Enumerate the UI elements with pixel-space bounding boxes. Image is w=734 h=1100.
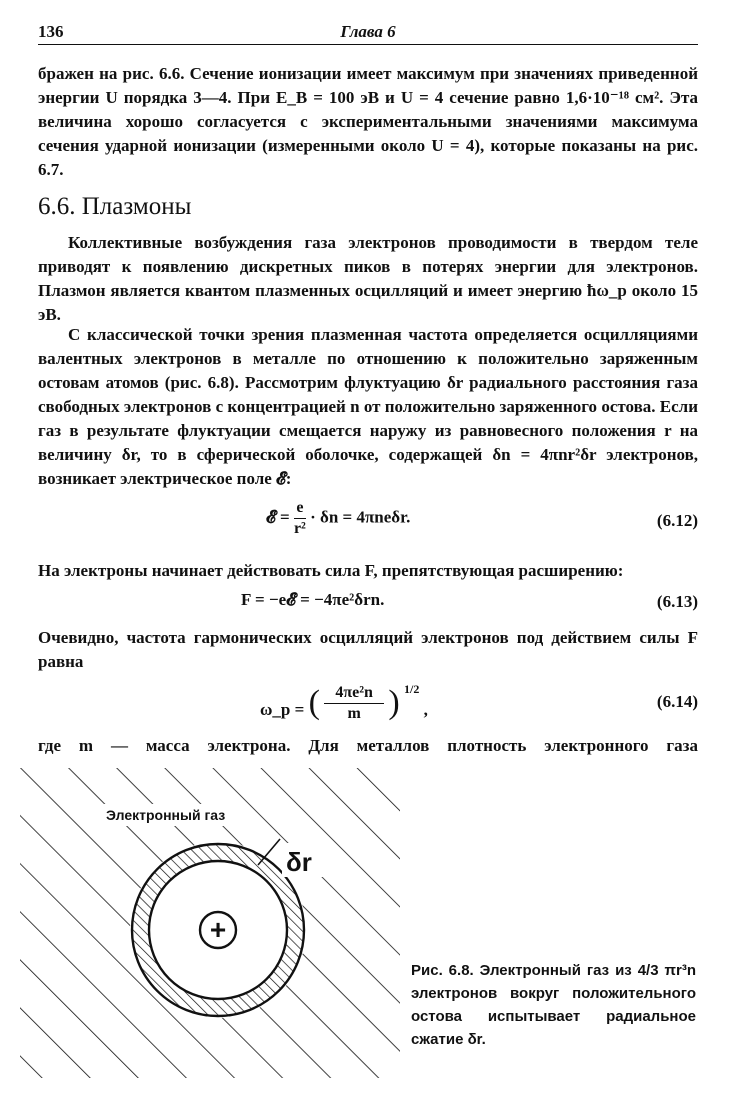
eq612-lhs: 𝓔 = [266, 507, 290, 527]
eq612-rhs: · δn = 4πneδr. [310, 507, 411, 527]
page-header [38, 20, 698, 45]
eq612-fraction [294, 499, 306, 538]
plus-sign: + [209, 914, 227, 945]
equation-6-12 [38, 499, 698, 537]
paragraph-classical-view: С классической точки зрения плазменная частота определяется осцилляциями валентных электронов в металле по отношению к положительно заряженным остовам атомов (рис. 6.8). Рассмотрим флуктуацию δr радиального расстояния газа свободных электронов с концентрацией n от положительно заряженного остова. Если газ в результате флуктуации смещается наружу из равновесного положения r на величину δr, то в сферической оболочке, содержащей δn = 4πnr²δr электронов, возникает электрическое поле 𝓔: [38, 325, 698, 488]
section-title: 6.6. Плазмоны [38, 193, 192, 220]
paragraph-frequency: Очевидно, частота гармонических осцилляций электронов под действием силы F равна [38, 628, 698, 671]
eq614-numerator: 4πe²n [335, 683, 373, 701]
paragraph-force: На электроны начинает действовать сила F, препятствующая расширению: [38, 561, 624, 580]
eq613-body: F = −e𝓔 = −4πe²δrn. [241, 590, 385, 609]
equation-6-13 [38, 586, 698, 616]
page-number: 136 [38, 22, 64, 41]
figure-diagram [20, 768, 400, 1078]
eq613-number: (6.13) [656, 592, 698, 611]
electron-gas-label: Электронный газ [106, 807, 226, 823]
eq614-lhs: ω_p = [260, 700, 305, 719]
continuation-paragraph: бражен на рис. 6.6. Сечение ионизации имеет максимум при значениях приведенной энергии U порядка 3—4. При E_B = 100 эВ и U = 4 сечение равно 1,6·10⁻¹⁸ см². Эта величина хорошо согласуется с экспериментальными значениями максимума сечения ударной ионизации (измеренными около U = 4), которые показаны на рис. 6.7. [38, 64, 698, 179]
eq612-numerator: e [296, 499, 304, 516]
equation-6-14: ω_p = ( $\frac{\text{4πe²n}}{m}$ ) $^{1/2}$ , (6.14) [260, 682, 698, 722]
eq614-power: 1/2 [403, 682, 420, 696]
figure-caption: Рис. 6.8. Электронный газ из 4/3 πr³n электронов вокруг положительного остова испытывает радиальное сжатие δr. [411, 962, 696, 1048]
delta-r-label: δr [286, 847, 312, 877]
eq614-number: (6.14) [656, 692, 698, 711]
running-head: Глава 6 [340, 22, 396, 41]
eq612-denominator: r² [293, 520, 306, 537]
eq614-fraction [324, 684, 384, 723]
eq612-number: (6.12) [656, 511, 698, 530]
paragraph-plasmons-intro: Коллективные возбуждения газа электронов проводимости в твердом теле приводят к появлению дискретных пиков в потерях энергии для электронов. Плазмон является квантом плазменных осцилляций и имеет энергию ħω_p около 15 эВ. [38, 233, 698, 324]
eq614-denominator: m [347, 704, 361, 722]
paragraph-electron-mass: где m — масса электрона. Для металлов плотность электронного газа [38, 736, 698, 755]
figure-6-8 [20, 768, 400, 1078]
